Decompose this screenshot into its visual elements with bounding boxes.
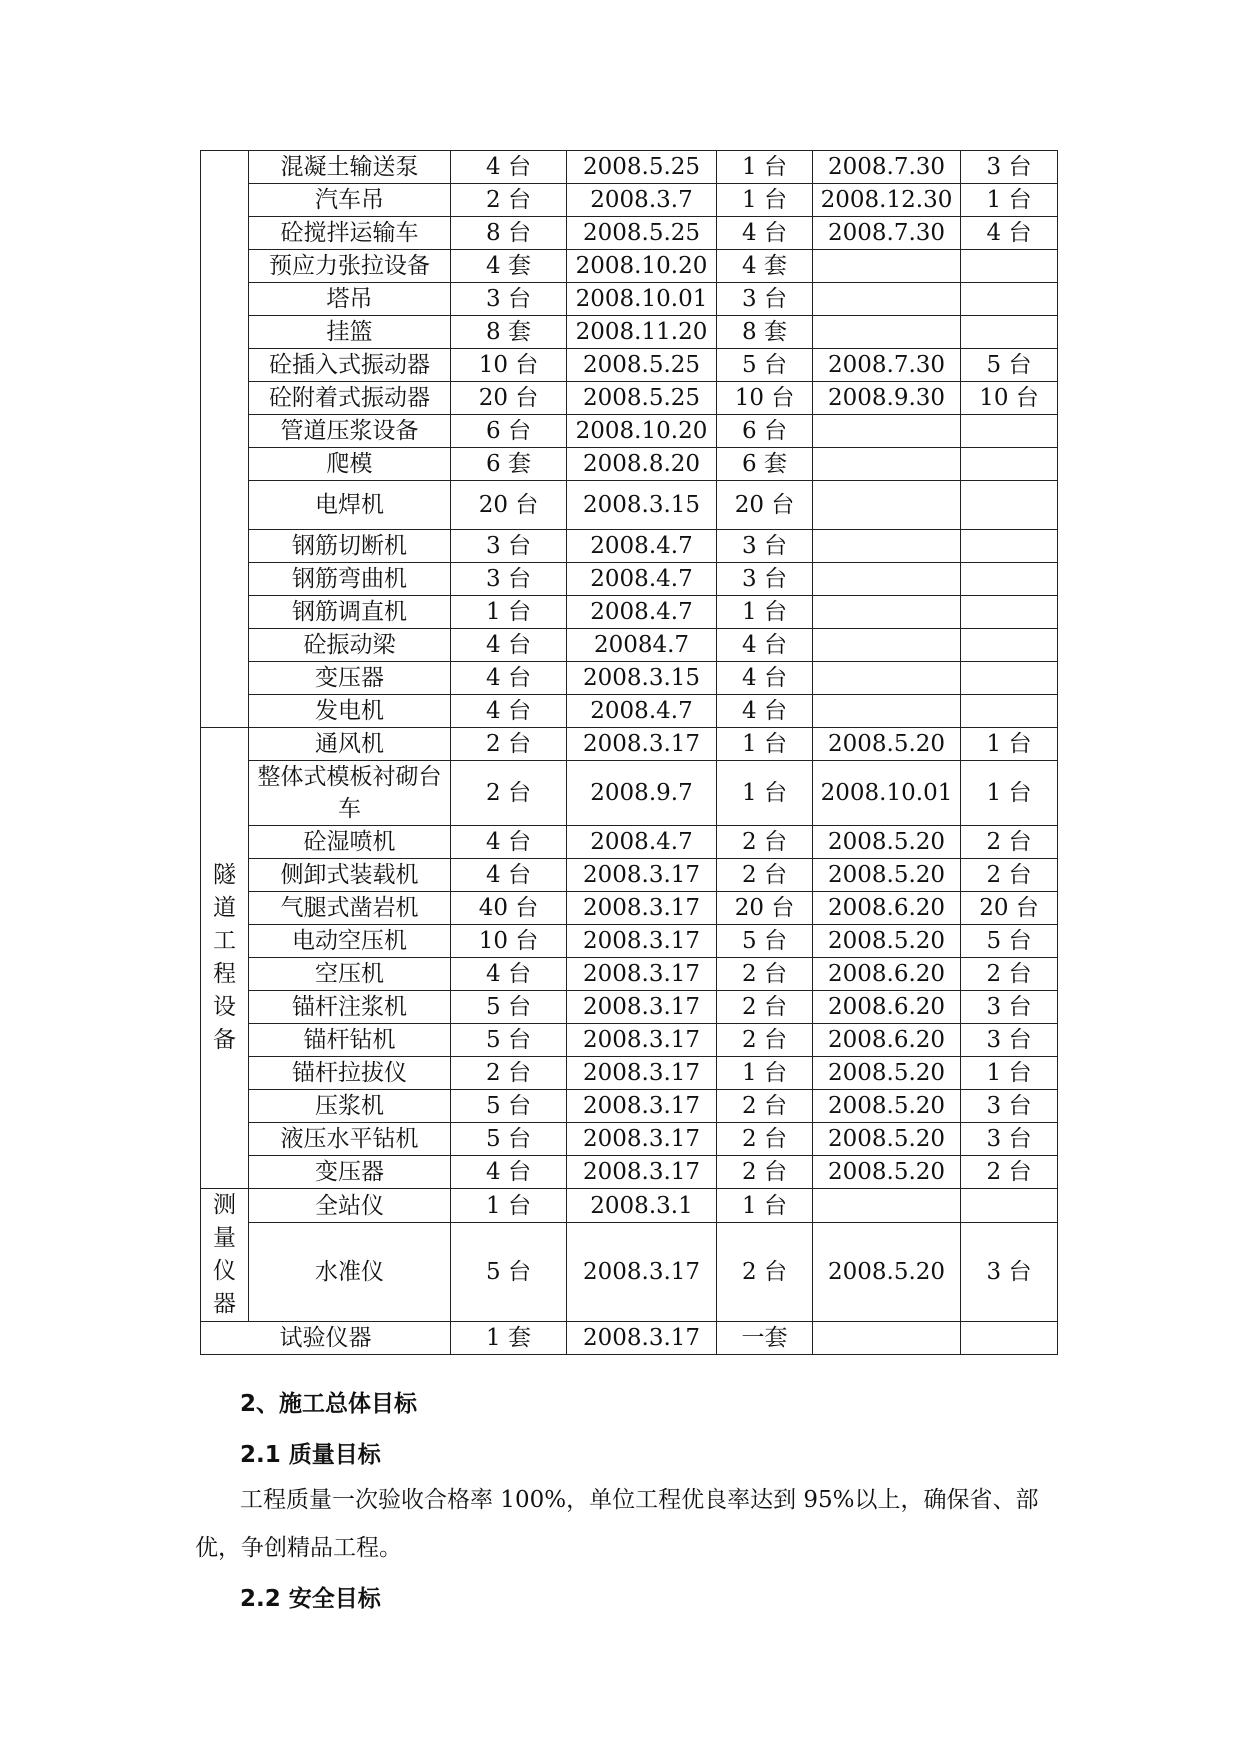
cell-qty2 [961,596,1058,629]
cell-date1: 2008.3.17 [567,1156,717,1189]
cell-name: 侧卸式装载机 [249,859,451,892]
cell-name: 锚杆拉拔仪 [249,1057,451,1090]
cell-qty: 4 台 [451,662,567,695]
cell-qty1: 4 套 [717,250,813,283]
cell-qty1: 2 台 [717,859,813,892]
cell-date2: 2008.7.30 [813,349,961,382]
cell-date2 [813,316,961,349]
cell-name: 汽车吊 [249,184,451,217]
cell-qty1: 2 台 [717,1223,813,1322]
cell-name: 塔吊 [249,283,451,316]
cell-qty2: 2 台 [961,859,1058,892]
group-label: 隧道工程设备 [213,862,236,1053]
cell-qty: 1 台 [451,596,567,629]
cell-date2: 2008.5.20 [813,1156,961,1189]
cell-date1: 2008.3.17 [567,1123,717,1156]
cell-name: 电动空压机 [249,925,451,958]
cell-qty: 3 台 [451,563,567,596]
table-row [201,1223,1058,1322]
cell-qty: 20 台 [451,382,567,415]
table-row [201,925,1058,958]
cell-qty1: 4 台 [717,629,813,662]
cell-date2: 2008.6.20 [813,991,961,1024]
table-row [201,151,1058,184]
cell-name: 砼插入式振动器 [249,349,451,382]
table-row [201,1057,1058,1090]
cell-qty2 [961,1322,1058,1355]
cell-qty1: 1 台 [717,596,813,629]
cell-date2: 2008.6.20 [813,892,961,925]
cell-date2: 2008.6.20 [813,1024,961,1057]
cell-qty: 6 台 [451,415,567,448]
cell-qty2 [961,283,1058,316]
cell-date1: 2008.10.20 [567,250,717,283]
cell-qty: 40 台 [451,892,567,925]
cell-qty: 1 台 [451,1189,567,1223]
cell-date1: 2008.3.7 [567,184,717,217]
cell-date1: 2008.3.15 [567,481,717,530]
table-row [201,826,1058,859]
cell-qty: 4 台 [451,1156,567,1189]
cell-date2: 2008.7.30 [813,217,961,250]
cell-date2 [813,530,961,563]
cell-name: 钢筋弯曲机 [249,563,451,596]
cell-qty: 20 台 [451,481,567,530]
cell-qty: 8 台 [451,217,567,250]
cell-qty: 3 台 [451,283,567,316]
cell-qty: 5 台 [451,1223,567,1322]
cell-date1: 2008.8.20 [567,448,717,481]
table-row [201,530,1058,563]
cell-name: 整体式模板衬砌台车 [249,761,451,826]
cell-name: 砼振动梁 [249,629,451,662]
cell-qty2 [961,448,1058,481]
cell-qty2: 1 台 [961,728,1058,761]
cell-qty1: 20 台 [717,481,813,530]
cell-qty1: 4 台 [717,695,813,728]
cell-name: 试验仪器 [201,1322,451,1355]
table-row [201,316,1058,349]
cell-qty1: 2 台 [717,1090,813,1123]
cell-date2 [813,596,961,629]
cell-date2: 2008.9.30 [813,382,961,415]
cell-qty: 4 台 [451,958,567,991]
cell-qty1: 2 台 [717,1123,813,1156]
table-row [201,481,1058,530]
table-row [201,448,1058,481]
table-row [201,662,1058,695]
cell-qty2 [961,530,1058,563]
cell-qty1: 2 台 [717,958,813,991]
table-row [201,596,1058,629]
table-row [201,1024,1058,1057]
group-label-cell [201,1189,249,1322]
cell-date2 [813,629,961,662]
cell-date1: 2008.9.7 [567,761,717,826]
cell-qty1: 5 台 [717,349,813,382]
cell-qty2: 3 台 [961,1223,1058,1322]
table-row [201,991,1058,1024]
table-row [201,184,1058,217]
table-row [201,892,1058,925]
cell-qty1: 6 台 [717,415,813,448]
cell-date1: 2008.3.17 [567,958,717,991]
cell-date1: 20084.7 [567,629,717,662]
cell-date2: 2008.5.20 [813,1123,961,1156]
cell-qty2 [961,1189,1058,1223]
cell-date2 [813,662,961,695]
cell-qty1: 1 台 [717,761,813,826]
group-label: 测量仪器 [213,1192,236,1317]
cell-qty2: 10 台 [961,382,1058,415]
cell-name: 压浆机 [249,1090,451,1123]
group-label-cell [201,151,249,728]
cell-qty: 1 套 [451,1322,567,1355]
table-row [201,382,1058,415]
cell-date1: 2008.5.25 [567,349,717,382]
cell-date1: 2008.3.17 [567,1223,717,1322]
cell-qty: 4 套 [451,250,567,283]
cell-qty1: 3 台 [717,283,813,316]
cell-qty2: 1 台 [961,184,1058,217]
cell-qty2 [961,629,1058,662]
table-row [201,1322,1058,1355]
cell-qty2 [961,316,1058,349]
cell-qty: 5 台 [451,991,567,1024]
cell-name: 爬模 [249,448,451,481]
cell-qty: 8 套 [451,316,567,349]
table-row [201,695,1058,728]
cell-date1: 2008.3.17 [567,1057,717,1090]
cell-qty2 [961,415,1058,448]
section-2-1-heading: 2.1 质量目标 [240,1442,381,1468]
cell-name: 预应力张拉设备 [249,250,451,283]
cell-date2 [813,415,961,448]
cell-date1: 2008.10.20 [567,415,717,448]
cell-qty: 5 台 [451,1024,567,1057]
table-row [201,250,1058,283]
cell-qty1: 3 台 [717,563,813,596]
cell-qty2: 5 台 [961,349,1058,382]
cell-date1: 2008.3.15 [567,662,717,695]
cell-date2: 2008.5.20 [813,925,961,958]
cell-qty2: 2 台 [961,958,1058,991]
cell-date1: 2008.4.7 [567,530,717,563]
cell-date1: 2008.3.17 [567,892,717,925]
cell-qty1: 2 台 [717,1156,813,1189]
cell-name: 锚杆钻机 [249,1024,451,1057]
cell-qty1: 4 台 [717,662,813,695]
cell-qty2: 2 台 [961,826,1058,859]
cell-date2: 2008.6.20 [813,958,961,991]
cell-qty2: 1 台 [961,1057,1058,1090]
cell-qty: 2 台 [451,761,567,826]
cell-name: 管道压浆设备 [249,415,451,448]
cell-qty1: 20 台 [717,892,813,925]
cell-qty2: 1 台 [961,761,1058,826]
cell-name: 砼附着式振动器 [249,382,451,415]
cell-qty: 4 台 [451,629,567,662]
cell-name: 锚杆注浆机 [249,991,451,1024]
cell-qty2: 3 台 [961,1024,1058,1057]
cell-qty2: 3 台 [961,151,1058,184]
table-row [201,349,1058,382]
cell-date1: 2008.3.1 [567,1189,717,1223]
cell-qty2 [961,563,1058,596]
cell-date2 [813,448,961,481]
cell-name: 液压水平钻机 [249,1123,451,1156]
cell-qty1: 10 台 [717,382,813,415]
cell-date2 [813,563,961,596]
table-row [201,859,1058,892]
cell-date2: 2008.5.20 [813,1223,961,1322]
table-row [201,563,1058,596]
cell-name: 空压机 [249,958,451,991]
cell-date1: 2008.3.17 [567,925,717,958]
cell-date1: 2008.5.25 [567,151,717,184]
cell-qty: 2 台 [451,184,567,217]
cell-qty1: 5 台 [717,925,813,958]
table-row [201,958,1058,991]
cell-qty: 10 台 [451,925,567,958]
cell-qty2: 3 台 [961,1123,1058,1156]
cell-qty: 6 套 [451,448,567,481]
cell-date2: 2008.5.20 [813,826,961,859]
cell-date2: 2008.12.30 [813,184,961,217]
cell-date2 [813,695,961,728]
cell-name: 钢筋调直机 [249,596,451,629]
cell-qty: 10 台 [451,349,567,382]
cell-date1: 2008.3.17 [567,728,717,761]
cell-qty2: 2 台 [961,1156,1058,1189]
quality-target-paragraph: 工程质量一次验收合格率 100%，单位工程优良率达到 95%以上，确保省、部优，争创精品工程。 [195,1487,1039,1561]
cell-date2: 2008.10.01 [813,761,961,826]
cell-name: 混凝土输送泵 [249,151,451,184]
cell-date1: 2008.3.17 [567,1090,717,1123]
cell-date1: 2008.3.17 [567,1024,717,1057]
cell-qty1: 3 台 [717,530,813,563]
group-label-cell [201,728,249,1189]
cell-date2 [813,283,961,316]
cell-name: 变压器 [249,1156,451,1189]
cell-name: 水准仪 [249,1223,451,1322]
table-row [201,1090,1058,1123]
table-row [201,415,1058,448]
cell-qty2 [961,481,1058,530]
cell-name: 全站仪 [249,1189,451,1223]
table-row [201,629,1058,662]
cell-qty1: 6 套 [717,448,813,481]
cell-date2: 2008.5.20 [813,859,961,892]
cell-date2: 2008.5.20 [813,1057,961,1090]
cell-qty1: 一套 [717,1322,813,1355]
cell-qty2: 20 台 [961,892,1058,925]
cell-name: 电焊机 [249,481,451,530]
cell-qty1: 1 台 [717,728,813,761]
cell-date1: 2008.10.01 [567,283,717,316]
cell-qty: 4 台 [451,859,567,892]
cell-qty2 [961,662,1058,695]
section-2-2-heading: 2.2 安全目标 [240,1586,381,1612]
cell-date2 [813,250,961,283]
table-row [201,1156,1058,1189]
table-row [201,728,1058,761]
cell-date2: 2008.5.20 [813,728,961,761]
cell-qty1: 1 台 [717,184,813,217]
cell-qty1: 8 套 [717,316,813,349]
cell-qty2: 3 台 [961,1090,1058,1123]
cell-qty: 3 台 [451,530,567,563]
cell-qty2 [961,250,1058,283]
section-2-heading: 2、施工总体目标 [240,1391,418,1417]
cell-date1: 2008.3.17 [567,991,717,1024]
cell-name: 变压器 [249,662,451,695]
cell-name: 钢筋切断机 [249,530,451,563]
cell-qty: 5 台 [451,1090,567,1123]
cell-qty2 [961,695,1058,728]
cell-name: 砼搅拌运输车 [249,217,451,250]
cell-date1: 2008.4.7 [567,695,717,728]
table-row [201,1123,1058,1156]
cell-qty1: 2 台 [717,991,813,1024]
cell-qty: 4 台 [451,695,567,728]
cell-date2 [813,1322,961,1355]
cell-qty1: 1 台 [717,1057,813,1090]
cell-qty: 4 台 [451,151,567,184]
cell-qty1: 2 台 [717,826,813,859]
cell-name: 挂篮 [249,316,451,349]
equipment-table [200,150,1058,1355]
cell-qty: 4 台 [451,826,567,859]
cell-qty: 5 台 [451,1123,567,1156]
cell-qty: 2 台 [451,728,567,761]
cell-date2 [813,1189,961,1223]
cell-date1: 2008.11.20 [567,316,717,349]
cell-qty2: 5 台 [961,925,1058,958]
cell-name: 砼湿喷机 [249,826,451,859]
cell-qty: 2 台 [451,1057,567,1090]
cell-qty1: 1 台 [717,1189,813,1223]
cell-date2: 2008.7.30 [813,151,961,184]
cell-date2 [813,481,961,530]
cell-date1: 2008.4.7 [567,826,717,859]
cell-date1: 2008.4.7 [567,563,717,596]
cell-date1: 2008.5.25 [567,382,717,415]
cell-qty1: 1 台 [717,151,813,184]
cell-qty2: 4 台 [961,217,1058,250]
cell-qty1: 4 台 [717,217,813,250]
cell-date1: 2008.4.7 [567,596,717,629]
cell-name: 通风机 [249,728,451,761]
cell-qty2: 3 台 [961,991,1058,1024]
cell-date2: 2008.5.20 [813,1090,961,1123]
cell-date1: 2008.3.17 [567,859,717,892]
cell-name: 气腿式凿岩机 [249,892,451,925]
table-row [201,217,1058,250]
cell-date1: 2008.3.17 [567,1322,717,1355]
table-row [201,761,1058,826]
table-row [201,1189,1058,1223]
cell-date1: 2008.5.25 [567,217,717,250]
cell-name: 发电机 [249,695,451,728]
table-row [201,283,1058,316]
cell-qty1: 2 台 [717,1024,813,1057]
